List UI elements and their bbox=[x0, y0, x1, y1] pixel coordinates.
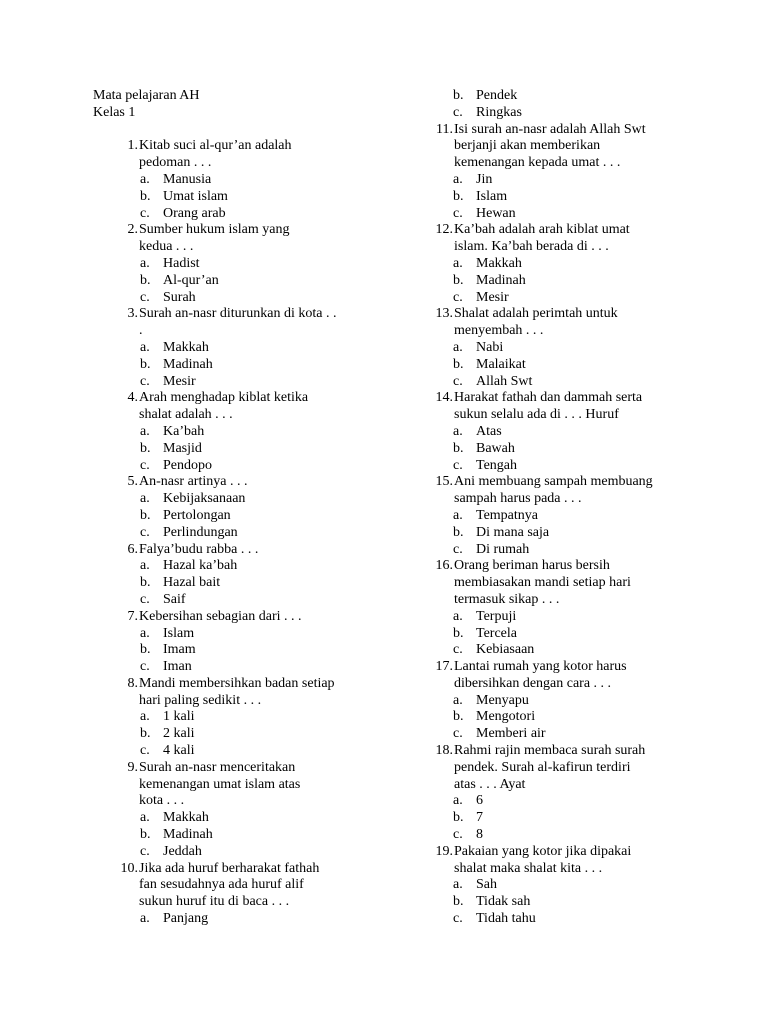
answer-option bbox=[408, 911, 698, 928]
question-row bbox=[408, 390, 698, 424]
answer-option bbox=[408, 105, 698, 122]
question-line: Surah an-nasr diturunkan di kota . . bbox=[139, 306, 337, 322]
class-label: Kelas 1 bbox=[93, 104, 136, 120]
answer-option bbox=[93, 256, 373, 273]
question-number: 9. bbox=[127, 759, 138, 775]
question-text bbox=[139, 474, 369, 491]
question-text bbox=[139, 676, 369, 710]
option-letter: a. bbox=[453, 877, 463, 893]
question-row bbox=[408, 558, 698, 608]
option-letter: c. bbox=[453, 457, 463, 473]
question-item bbox=[93, 609, 373, 676]
option-text: 2 kali bbox=[163, 726, 195, 742]
question-text bbox=[454, 558, 684, 608]
option-text: Memberi air bbox=[476, 726, 546, 742]
option-text: 6 bbox=[476, 793, 483, 809]
option-letter: a. bbox=[140, 558, 150, 574]
option-text: Sah bbox=[476, 877, 497, 893]
option-letter: a. bbox=[453, 507, 463, 523]
answer-option bbox=[408, 542, 698, 559]
option-text: Orang arab bbox=[163, 205, 226, 221]
option-letter: c. bbox=[453, 827, 463, 843]
option-letter: a. bbox=[140, 625, 150, 641]
option-text: Allah Swt bbox=[476, 373, 533, 389]
question-item bbox=[408, 122, 698, 223]
question-text bbox=[454, 222, 684, 256]
question-line: Sumber hukum islam yang bbox=[139, 222, 290, 238]
option-text: Islam bbox=[163, 625, 195, 641]
question-text bbox=[139, 138, 369, 172]
question-line: shalat adalah . . . bbox=[139, 407, 233, 423]
answer-option bbox=[93, 458, 373, 475]
question-item bbox=[408, 474, 698, 558]
question-text bbox=[454, 306, 684, 340]
answer-option bbox=[93, 374, 373, 391]
answer-option bbox=[408, 793, 698, 810]
answer-option bbox=[93, 558, 373, 575]
option-text: Madinah bbox=[163, 356, 213, 372]
option-text: Perlindungan bbox=[163, 524, 238, 540]
question-line: Shalat adalah perimtah untuk bbox=[454, 306, 618, 322]
spacer bbox=[93, 122, 373, 139]
option-text: 8 bbox=[476, 827, 483, 843]
question-item bbox=[93, 760, 373, 861]
option-letter: a. bbox=[140, 171, 150, 187]
option-text: Tidak sah bbox=[476, 894, 531, 910]
option-letter: c. bbox=[453, 911, 463, 927]
question-row bbox=[93, 542, 373, 559]
question-line: Kitab suci al-qur’an adalah bbox=[139, 138, 292, 154]
option-letter: c. bbox=[453, 642, 463, 658]
option-letter: a. bbox=[140, 423, 150, 439]
answer-option bbox=[93, 827, 373, 844]
answer-option bbox=[408, 810, 698, 827]
question-row bbox=[408, 122, 698, 172]
question-line: kemenangan kepada umat . . . bbox=[454, 155, 621, 171]
question-number: 2. bbox=[127, 222, 138, 238]
answer-option bbox=[93, 726, 373, 743]
answer-option bbox=[408, 357, 698, 374]
option-letter: b. bbox=[453, 524, 464, 540]
question-text bbox=[454, 474, 684, 508]
option-letter: a. bbox=[453, 255, 463, 271]
option-text: Malaikat bbox=[476, 356, 526, 372]
option-text: Hazal bait bbox=[163, 575, 221, 591]
option-text: Nabi bbox=[476, 339, 504, 355]
option-text: Ringkas bbox=[476, 104, 522, 120]
question-list-right bbox=[408, 88, 698, 928]
option-letter: c. bbox=[140, 205, 150, 221]
option-text: Bawah bbox=[476, 440, 515, 456]
option-text: Hazal ka’bah bbox=[163, 558, 238, 574]
subject-title: Mata pelajaran AH bbox=[93, 88, 200, 103]
question-text bbox=[139, 306, 369, 340]
option-text: Jeddah bbox=[163, 843, 202, 859]
question-item bbox=[93, 222, 373, 306]
answer-option bbox=[408, 290, 698, 307]
option-text: Tidah tahu bbox=[476, 911, 536, 927]
answer-option bbox=[93, 911, 373, 928]
question-line: membiasakan mandi setiap hari bbox=[454, 575, 631, 591]
question-line: Isi surah an-nasr adalah Allah Swt bbox=[454, 121, 646, 137]
option-letter: b. bbox=[140, 440, 151, 456]
question-number: 14. bbox=[435, 390, 453, 406]
option-text: 1 kali bbox=[163, 709, 195, 725]
question-number: 17. bbox=[435, 659, 453, 675]
option-text: Madinah bbox=[163, 827, 213, 843]
question-line: termasuk sikap . . . bbox=[454, 591, 560, 607]
question-number: 19. bbox=[435, 843, 453, 859]
option-letter: b. bbox=[453, 188, 464, 204]
question-line: shalat maka shalat kita . . . bbox=[454, 860, 603, 876]
question-row bbox=[93, 676, 373, 710]
question-row bbox=[408, 659, 698, 693]
option-text: Pertolongan bbox=[163, 507, 231, 523]
answer-option bbox=[408, 424, 698, 441]
option-letter: b. bbox=[140, 188, 151, 204]
answer-option bbox=[93, 508, 373, 525]
option-text: Terpuji bbox=[476, 608, 517, 624]
question-line: Surah an-nasr menceritakan bbox=[139, 759, 296, 775]
question-item bbox=[408, 306, 698, 390]
question-text bbox=[454, 743, 684, 793]
option-text: Tempatnya bbox=[476, 507, 538, 523]
question-list-left bbox=[93, 138, 373, 927]
question-line: sampah harus pada . . . bbox=[454, 491, 582, 507]
option-letter: c. bbox=[453, 289, 463, 305]
question-number: 4. bbox=[127, 390, 138, 406]
answer-option bbox=[408, 877, 698, 894]
option-text: Menyapu bbox=[476, 692, 529, 708]
answer-option bbox=[408, 273, 698, 290]
question-item bbox=[93, 390, 373, 474]
option-letter: c. bbox=[453, 541, 463, 557]
option-text: Atas bbox=[476, 423, 502, 439]
question-row bbox=[93, 306, 373, 340]
answer-option bbox=[408, 827, 698, 844]
option-text: Masjid bbox=[163, 440, 202, 456]
question-item bbox=[408, 659, 698, 743]
answer-option bbox=[408, 189, 698, 206]
question-number: 10. bbox=[120, 860, 138, 876]
answer-option bbox=[93, 626, 373, 643]
question-line: Orang beriman harus bersih bbox=[454, 558, 610, 574]
question-line: pedoman . . . bbox=[139, 155, 212, 171]
question-text bbox=[454, 390, 684, 424]
question-item bbox=[408, 743, 698, 844]
option-text: Makkah bbox=[476, 255, 522, 271]
question-line: kedua . . . bbox=[139, 239, 194, 255]
option-text: Tercela bbox=[476, 625, 517, 641]
question-row bbox=[408, 474, 698, 508]
question-row bbox=[408, 844, 698, 878]
question-number: 3. bbox=[127, 306, 138, 322]
question-text bbox=[454, 844, 684, 878]
question-row bbox=[93, 222, 373, 256]
option-text: Di rumah bbox=[476, 541, 530, 557]
answer-option bbox=[408, 894, 698, 911]
option-letter: a. bbox=[453, 423, 463, 439]
answer-option bbox=[408, 88, 698, 105]
question-line: Arah menghadap kiblat ketika bbox=[139, 390, 309, 406]
answer-option bbox=[408, 458, 698, 475]
question-text bbox=[454, 659, 684, 693]
answer-option bbox=[93, 642, 373, 659]
option-letter: a. bbox=[140, 911, 150, 927]
question-line: Rahmi rajin membaca surah surah bbox=[454, 743, 646, 759]
answer-option bbox=[408, 172, 698, 189]
question-text bbox=[139, 861, 369, 911]
question-item bbox=[93, 474, 373, 541]
option-text: Kebiasaan bbox=[476, 642, 535, 658]
option-text: Mengotori bbox=[476, 709, 536, 725]
answer-option bbox=[93, 491, 373, 508]
option-letter: c. bbox=[140, 457, 150, 473]
question-line: sukun selalu ada di . . . Huruf bbox=[454, 407, 619, 423]
question-number: 7. bbox=[127, 608, 138, 624]
question-line: Falya’budu rabba . . . bbox=[139, 541, 259, 557]
question-line: Pakaian yang kotor jika dipakai bbox=[454, 843, 632, 859]
answer-option bbox=[408, 642, 698, 659]
question-item bbox=[93, 138, 373, 222]
question-text bbox=[139, 760, 369, 810]
question-line: islam. Ka’bah berada di . . . bbox=[454, 239, 609, 255]
answer-option bbox=[93, 709, 373, 726]
question-line: . bbox=[139, 323, 143, 339]
option-letter: b. bbox=[140, 575, 151, 591]
option-text: Madinah bbox=[476, 272, 526, 288]
question-line: Kebersihan sebagian dari . . . bbox=[139, 608, 302, 624]
question-text bbox=[139, 390, 369, 424]
option-letter: c. bbox=[453, 373, 463, 389]
question-row bbox=[408, 222, 698, 256]
option-letter: a. bbox=[453, 339, 463, 355]
answer-option bbox=[93, 206, 373, 223]
option-letter: a. bbox=[140, 339, 150, 355]
question-text bbox=[139, 222, 369, 256]
answer-option bbox=[408, 626, 698, 643]
question-item bbox=[408, 390, 698, 474]
question-line: atas . . . Ayat bbox=[454, 776, 526, 792]
option-letter: b. bbox=[453, 356, 464, 372]
option-letter: c. bbox=[140, 591, 150, 607]
question-number: 15. bbox=[435, 474, 453, 490]
option-letter: c. bbox=[140, 659, 150, 675]
question-line: hari paling sedikit . . . bbox=[139, 692, 262, 708]
question-row bbox=[408, 306, 698, 340]
option-text: Hadist bbox=[163, 255, 200, 271]
option-text: Saif bbox=[163, 591, 186, 607]
question-row bbox=[93, 760, 373, 810]
question-row bbox=[93, 474, 373, 491]
answer-option bbox=[408, 609, 698, 626]
option-text: Kebijaksanaan bbox=[163, 491, 246, 507]
option-letter: c. bbox=[453, 205, 463, 221]
question-line: Jika ada huruf berharakat fathah bbox=[139, 860, 320, 876]
answer-option bbox=[408, 693, 698, 710]
question-line: dibersihkan dengan cara . . . bbox=[454, 675, 612, 691]
question-line: sukun huruf itu di baca . . . bbox=[139, 894, 290, 910]
option-letter: a. bbox=[453, 608, 463, 624]
option-letter: b. bbox=[140, 726, 151, 742]
question-number: 13. bbox=[435, 306, 453, 322]
option-letter: a. bbox=[140, 491, 150, 507]
answer-option bbox=[408, 709, 698, 726]
answer-option bbox=[408, 374, 698, 391]
question-item bbox=[93, 861, 373, 928]
question-number: 5. bbox=[127, 474, 138, 490]
answer-option bbox=[93, 357, 373, 374]
answer-option bbox=[408, 206, 698, 223]
option-letter: c. bbox=[140, 524, 150, 540]
option-letter: a. bbox=[140, 255, 150, 271]
question-row bbox=[93, 390, 373, 424]
question-row bbox=[93, 609, 373, 626]
answer-option bbox=[93, 659, 373, 676]
answer-option bbox=[93, 525, 373, 542]
question-row bbox=[93, 861, 373, 911]
question-row bbox=[93, 138, 373, 172]
question-row bbox=[408, 743, 698, 793]
question-line: fan sesudahnya ada huruf alif bbox=[139, 877, 304, 893]
question-line: An-nasr artinya . . . bbox=[139, 474, 248, 490]
answer-option bbox=[93, 592, 373, 609]
answer-option bbox=[93, 424, 373, 441]
option-text: Pendopo bbox=[163, 457, 212, 473]
question-number: 1. bbox=[127, 138, 138, 154]
question-item bbox=[93, 542, 373, 609]
option-letter: b. bbox=[453, 272, 464, 288]
question-item bbox=[408, 88, 698, 122]
option-letter: b. bbox=[453, 709, 464, 725]
answer-option bbox=[93, 844, 373, 861]
option-letter: b. bbox=[453, 440, 464, 456]
question-line: Lantai rumah yang kotor harus bbox=[454, 659, 627, 675]
question-line: pendek. Surah al-kafirun terdiri bbox=[454, 759, 631, 775]
option-letter: b. bbox=[140, 827, 151, 843]
option-text: Makkah bbox=[163, 810, 209, 826]
option-text: Mesir bbox=[476, 289, 509, 305]
question-number: 6. bbox=[127, 541, 138, 557]
answer-option bbox=[93, 441, 373, 458]
option-letter: b. bbox=[140, 642, 151, 658]
answer-option bbox=[93, 810, 373, 827]
question-text bbox=[139, 609, 369, 626]
option-letter: c. bbox=[140, 289, 150, 305]
question-line: Ani membuang sampah membuang bbox=[454, 474, 653, 490]
option-text: 7 bbox=[476, 810, 483, 826]
option-letter: a. bbox=[453, 793, 463, 809]
answer-option bbox=[93, 340, 373, 357]
question-line: berjanji akan memberikan bbox=[454, 138, 601, 154]
question-line: Ka’bah adalah arah kiblat umat bbox=[454, 222, 630, 238]
option-letter: a. bbox=[453, 171, 463, 187]
option-text: Mesir bbox=[163, 373, 196, 389]
answer-option bbox=[93, 290, 373, 307]
option-text: Di mana saja bbox=[476, 524, 550, 540]
option-text: Hewan bbox=[476, 205, 516, 221]
left-column bbox=[93, 88, 373, 928]
option-text: Jin bbox=[476, 171, 493, 187]
answer-option bbox=[93, 172, 373, 189]
question-line: kemenangan umat islam atas bbox=[139, 776, 301, 792]
option-letter: a. bbox=[140, 709, 150, 725]
option-text: Pendek bbox=[476, 88, 518, 103]
option-text: Imam bbox=[163, 642, 196, 658]
answer-option bbox=[93, 743, 373, 760]
question-item bbox=[408, 222, 698, 306]
question-number: 8. bbox=[127, 675, 138, 691]
right-column bbox=[408, 88, 698, 928]
option-text: Umat islam bbox=[163, 188, 228, 204]
option-text: Manusia bbox=[163, 171, 212, 187]
answer-option bbox=[408, 340, 698, 357]
option-letter: a. bbox=[453, 692, 463, 708]
answer-option bbox=[408, 726, 698, 743]
answer-option bbox=[93, 575, 373, 592]
question-line: Mandi membersihkan badan setiap bbox=[139, 675, 335, 691]
question-number: 16. bbox=[435, 558, 453, 574]
option-text: Tengah bbox=[476, 457, 518, 473]
option-letter: b. bbox=[453, 625, 464, 641]
answer-option bbox=[408, 508, 698, 525]
question-item bbox=[93, 306, 373, 390]
option-letter: b. bbox=[140, 272, 151, 288]
option-letter: a. bbox=[140, 810, 150, 826]
option-letter: c. bbox=[140, 373, 150, 389]
answer-option bbox=[93, 273, 373, 290]
answer-option bbox=[408, 525, 698, 542]
question-text bbox=[139, 542, 369, 559]
option-text: Panjang bbox=[163, 911, 209, 927]
question-number: 18. bbox=[435, 743, 453, 759]
option-letter: b. bbox=[453, 810, 464, 826]
answer-option bbox=[93, 189, 373, 206]
question-number: 11. bbox=[436, 121, 453, 137]
question-line: Harakat fathah dan dammah serta bbox=[454, 390, 643, 406]
question-item bbox=[408, 844, 698, 928]
question-text bbox=[454, 122, 684, 172]
question-line: kota . . . bbox=[139, 793, 185, 809]
option-text: Ka’bah bbox=[163, 423, 205, 439]
option-text: Iman bbox=[163, 659, 192, 675]
answer-option bbox=[408, 441, 698, 458]
option-text: Makkah bbox=[163, 339, 209, 355]
question-item bbox=[408, 558, 698, 659]
option-text: Surah bbox=[163, 289, 196, 305]
option-text: Al-qur’an bbox=[163, 272, 219, 288]
option-letter: b. bbox=[453, 88, 464, 103]
answer-option bbox=[408, 256, 698, 273]
option-letter: c. bbox=[140, 743, 150, 759]
question-line: menyembah . . . bbox=[454, 323, 544, 339]
option-letter: b. bbox=[453, 894, 464, 910]
question-item bbox=[93, 676, 373, 760]
option-letter: c. bbox=[453, 104, 463, 120]
option-text: Islam bbox=[476, 188, 508, 204]
option-letter: c. bbox=[140, 843, 150, 859]
option-text: 4 kali bbox=[163, 743, 195, 759]
option-letter: c. bbox=[453, 726, 463, 742]
question-number: 12. bbox=[435, 222, 453, 238]
option-letter: b. bbox=[140, 507, 151, 523]
option-letter: b. bbox=[140, 356, 151, 372]
